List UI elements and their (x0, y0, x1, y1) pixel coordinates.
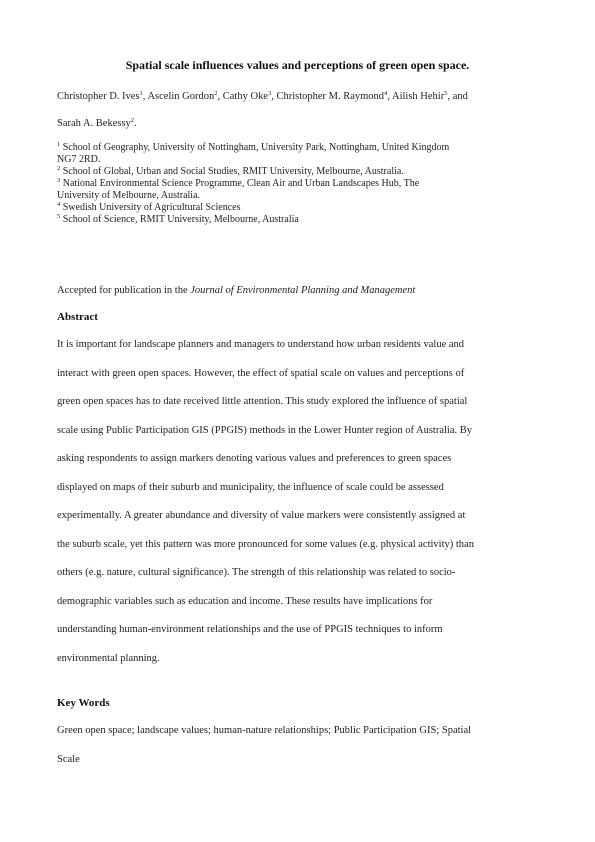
affiliation-2 (57, 166, 449, 178)
affiliations (57, 142, 449, 226)
author-sup: 3 (267, 90, 272, 97)
paper-title: Spatial scale influences values and perceptions of green open space. (125, 58, 470, 72)
affiliation-4 (57, 202, 449, 214)
keywords-heading: Key Words (57, 697, 110, 709)
affiliation-text: School of Geography, University of Nottingham, University Park, Nottingham, United Kingdom (62, 142, 450, 153)
abstract-heading: Abstract (57, 311, 98, 323)
author-sup: 5 (444, 90, 448, 97)
authors-line-2: Sarah A. Bekessy$^2$. (57, 117, 137, 129)
abstract-line: experimentally. A greater abundance and diversity of value markers were consistently assigned at (57, 510, 466, 521)
affiliation-1-line-2: NG7 2RD. (57, 154, 101, 165)
abstract-line: others (e.g. nature, cultural significance). The strength of this relationship was related to socio- (57, 567, 456, 578)
author-name: Cathy Oke (222, 91, 268, 102)
affiliation-text: National Environmental Science Programme, Clean Air and Urban Landscapes Hub, The (62, 178, 420, 189)
affiliation-sup: 5 (57, 213, 61, 220)
abstract-line: green open spaces has to date received little attention. This study explored the influence of spatial (57, 396, 468, 407)
author-sup: 2 (214, 90, 218, 97)
abstract-line: It is important for landscape planners and managers to understand how urban residents value and (57, 339, 465, 350)
abstract-line: understanding human-environment relationships and the use of PPGIS techniques to inform (57, 624, 443, 635)
author-name: Christopher D. Ives (57, 91, 140, 102)
affiliation-5 (57, 214, 449, 226)
affiliation-text: School of Global, Urban and Social Studies, RMIT University, Melbourne, Australia. (62, 166, 404, 177)
publication-note (57, 285, 415, 296)
author-sup: 2 (130, 117, 135, 124)
affiliation-sup: 1 (57, 141, 61, 148)
affiliation-text: School of Science, RMIT University, Melbourne, Australia (62, 214, 299, 225)
affiliation-3-line-2: University of Melbourne, Australia. (57, 190, 201, 201)
keywords-line: Scale (57, 753, 80, 765)
author-name: Sarah A. Bekessy (57, 118, 131, 129)
affiliation-sup: 2 (57, 165, 61, 172)
author-name: Ascelin Gordon (147, 91, 215, 102)
keywords-line: Green open space; landscape values; human-nature relationships; Public Participation GIS; Spatial (57, 725, 472, 736)
publication-note-prefix: Accepted for publication in the (57, 285, 191, 296)
affiliation-sup: 4 (57, 201, 61, 208)
abstract-line: displayed on maps of their suburb and municipality, the influence of scale could be assessed (57, 481, 444, 493)
abstract-line: interact with green open spaces. However, the effect of spatial scale on values and perceptions of (57, 367, 465, 379)
author-name: Ailish Hehir (391, 91, 445, 102)
authors-line-1: Christopher D. Ives$^1$, Ascelin Gordon$^2$, Cathy Oke$^3$, Christopher M. Raymond$^4$, Ailish Hehir$^5$, and (57, 90, 468, 102)
journal-name: Journal of Environmental Planning and Management (190, 285, 416, 296)
abstract-line: asking respondents to assign markers denoting various values and preferences to green spaces (57, 453, 452, 464)
abstract-line: the suburb scale, yet this pattern was more pronounced for some values (e.g. physical activity) than (57, 538, 474, 550)
abstract-body (57, 331, 537, 673)
author-name: Christopher M. Raymond (276, 91, 385, 102)
affiliation-text: Swedish University of Agricultural Sciences (62, 202, 241, 213)
abstract-line: scale using Public Participation GIS (PPGIS) methods in the Lower Hunter region of Australia. By (57, 424, 472, 436)
affiliation-sup: 3 (57, 177, 61, 184)
author-sup: 4 (384, 90, 388, 97)
affiliation-3-line-1 (57, 178, 449, 190)
keywords-body (57, 717, 537, 774)
author-sup: 1 (139, 90, 143, 97)
affiliation-1-line-1 (57, 142, 449, 154)
abstract-line: environmental planning. (57, 652, 160, 664)
authors-conjunction: and (452, 91, 468, 102)
abstract-line: demographic variables such as education and income. These results have implications for (57, 595, 433, 607)
